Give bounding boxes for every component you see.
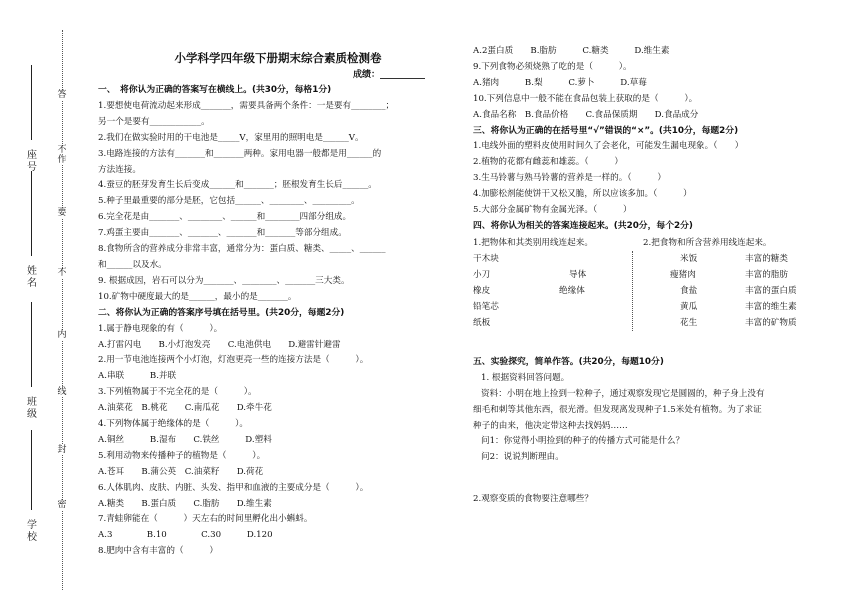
question-line: A.食品名称 B.食品价格 C.食品保质期 D.食品成分 [473, 109, 699, 120]
question-line: 1.电线外面的塑料皮使用时间久了会老化，可能发生漏电现象。（ ） [473, 141, 744, 152]
question-line: 另一个是要有____________。 [98, 116, 210, 127]
nutrient-item[interactable]: 丰富的糖类 [745, 253, 788, 264]
question-line: 1. 根据资料回答问题。 [481, 372, 570, 383]
food-item[interactable]: 花生 [680, 317, 698, 328]
seal-hint-char: 密 [57, 500, 67, 510]
seal-hint-char: 不 [57, 268, 67, 278]
seal-hint-char: 不 [57, 145, 67, 155]
question-line: 问1：你觉得小明捡到的种子的传播方式可能是什么？ [481, 436, 685, 447]
object-item[interactable]: 干木块 [473, 253, 499, 264]
class-label: 班级 [27, 397, 37, 420]
class-line [31, 302, 32, 387]
question-line: 问2：说说判断理由。 [481, 452, 564, 463]
object-item[interactable]: 橡皮 [473, 285, 491, 296]
question-line: 5.大部分金属矿物有金属光泽。（ ） [473, 205, 632, 216]
object-item[interactable]: 纸板 [473, 317, 491, 328]
school-label: 学校 [27, 520, 37, 543]
school-line [31, 430, 32, 510]
object-item[interactable]: 铅笔芯 [473, 301, 499, 312]
question-line: 和______以及水。 [98, 259, 167, 270]
question-line: 方法连接。 [98, 164, 141, 175]
matching-title-foods: 2.把食物和所含营养用线连起来。 [643, 237, 772, 248]
question-line: 10.矿物中硬度最大的是______，最小的是_______。 [98, 291, 297, 302]
nutrient-item[interactable]: 丰富的矿物质 [745, 317, 797, 328]
seal-hint-char: 内 [57, 330, 67, 340]
question-line: 种子的由来，他决定带这种去找妈妈…… [473, 420, 628, 431]
category-item[interactable]: 导体 [569, 269, 587, 280]
question-line: 5.利用动物来传播种子的植物是（ ）。 [98, 450, 266, 461]
question-line: A.3 B.10 C.30 D.120 [98, 530, 273, 541]
food-item[interactable]: 米饭 [680, 253, 698, 264]
question-line: 4.下列物体属于绝缘体的是（ ）。 [98, 419, 248, 430]
question-line: 3.生马铃薯与熟马铃薯的营养是一样的。（ ） [473, 173, 666, 184]
question-line: 资料：小明在地上捡到一粒种子，通过观察发现它是圆圆的，种子身上没有 [481, 388, 765, 399]
question-line: 4.蚕豆的胚芽发育生长后变成______和_______；胚根发育生长后______。 [98, 180, 377, 191]
matching-items [473, 251, 833, 331]
seal-hint-char: 封 [57, 445, 67, 455]
observe-question: 2.观察变质的食物要注意哪些？ [473, 494, 593, 504]
food-item[interactable]: 瘦猪肉 [670, 269, 696, 280]
seal-hint-char: 要 [57, 208, 67, 218]
seal-hint-char: 答 [57, 90, 67, 100]
question-line: 8.肥肉中含有丰富的（ ） [98, 546, 218, 557]
question-line: A.铜丝 B.湿布 C.铁丝 D.塑料 [98, 434, 272, 445]
right-column [473, 44, 833, 504]
question-line: 2.用一节电池连接两个小灯泡，灯泡更亮一些的连接方法是（ ）。 [98, 355, 369, 366]
spacer [473, 331, 833, 355]
section-heading: 三、将你认为正确的在括号里“√”错误的“×”。(共10分，每题2分) [473, 125, 739, 136]
section-heading: 一、 将你认为正确的答案写在横线上。(共30分，每格1分) [98, 85, 332, 95]
left-question-list [98, 83, 443, 560]
category-item[interactable]: 绝缘体 [559, 285, 585, 296]
question-line: 6.人体肌肉、皮肤、内脏、头发、指甲和血液的主要成分是（ ）。 [98, 482, 369, 493]
section-heading: 五、实验探究，简单作答。(共20分，每题10分) [473, 356, 664, 367]
score-field[interactable]: 成绩：__________ [352, 70, 425, 80]
experiment-section [473, 355, 833, 466]
question-line: A.苍耳 B.蒲公英 C.油菜籽 D.荷花 [98, 466, 264, 477]
question-line: A.2蛋白质 B.脂肪 C.糖类 D.维生素 [473, 46, 670, 56]
nutrient-item[interactable]: 丰富的脂肪 [745, 269, 788, 280]
left-column [98, 0, 443, 560]
right-question-list-top [473, 44, 833, 235]
question-line: 7.鸡蛋主要由_______、_______、_______和_______等部分组成。 [98, 228, 347, 239]
question-line: 细毛和刺等其他东西，很光滑。但发现离发现种子1.5米处有植物。为了求证 [473, 404, 762, 415]
question-line: 2.植物的花都有雌蕊和雄蕊。（ ） [473, 157, 623, 168]
question-line: A.打雷闪电 B.小灯泡发亮 C.电池供电 D.避雷针避雷 [98, 339, 341, 350]
question-line: A.串联 B.并联 [98, 371, 177, 382]
food-item[interactable]: 食盐 [680, 285, 698, 296]
question-line: 1.要想使电荷流动起来形成_______，需要具备两个条件：一是要有________； [98, 100, 395, 111]
question-line: 3.电路连接的方法有_______和_______两种。家用电器一般都是用______的 [98, 148, 382, 159]
food-item[interactable]: 黄瓜 [680, 301, 698, 312]
question-line: 6.完全花是由_______、________、______和________四部分组成。 [98, 212, 352, 223]
section-heading: 二、将你认为正确的答案序号填在括号里。(共20分，每题2分) [98, 307, 345, 318]
name-label: 姓名 [27, 266, 37, 289]
seal-hint-char: 线 [57, 387, 67, 397]
question-line: 1.属于静电现象的有（ ）。 [98, 323, 223, 334]
exam-title: 小学科学四年级下册期末综合素质检测卷 [174, 51, 382, 65]
seat-number-label: 座号 [27, 150, 37, 173]
question-line: 10.下列信息中一般不能在食品包装上获取的是（ ）。 [473, 93, 698, 104]
question-line: 7.青蛙卵能在（ ）天左右的时间里孵化出小蝌蚪。 [98, 514, 313, 525]
question-line: A.糖类 B.蛋白质 C.脂肪 D.维生素 [98, 498, 272, 509]
seat-number-line [31, 65, 32, 140]
question-line: 9.下列食物必须烧熟了吃的是（ ）。 [473, 61, 632, 72]
question-line: 4.加膨松剂能使饼干又松又脆，所以应该多加。（ ） [473, 189, 692, 200]
section-heading: 四、将你认为相关的答案连接起来。(共20分，每个2分) [473, 220, 693, 231]
question-line: 2.我们在做实验时用的干电池是_____V，家里用的照明电是______V。 [98, 132, 364, 143]
nutrient-item[interactable]: 丰富的维生素 [745, 301, 797, 312]
question-line: 5.种子里最重要的部分是胚，它包括______、________、_________。 [98, 196, 360, 207]
matching-title-objects: 1.把物体和其类别用线连起来。 [473, 237, 593, 248]
question-line: 9. 根据成因，岩石可以分为_______、________、_______三大类。 [98, 275, 350, 286]
question-line: 8.食物所含的营养成分非常丰富，通常分为：蛋白质、糖类、_____、______ [98, 244, 386, 255]
question-line: A.油菜花 B.桃花 C.南瓜花 D.牵牛花 [98, 403, 272, 414]
object-item[interactable]: 小刀 [473, 269, 491, 280]
binding-margin [0, 0, 78, 604]
seal-hint-char: 作 [57, 155, 67, 165]
name-line [31, 171, 32, 256]
nutrient-item[interactable]: 丰富的蛋白质 [745, 285, 797, 296]
matching-divider [632, 251, 633, 331]
question-line: 3.下列植物属于不完全花的是（ ）。 [98, 387, 257, 398]
question-line: A.猪肉 B.梨 C.萝卜 D.草莓 [473, 77, 647, 88]
